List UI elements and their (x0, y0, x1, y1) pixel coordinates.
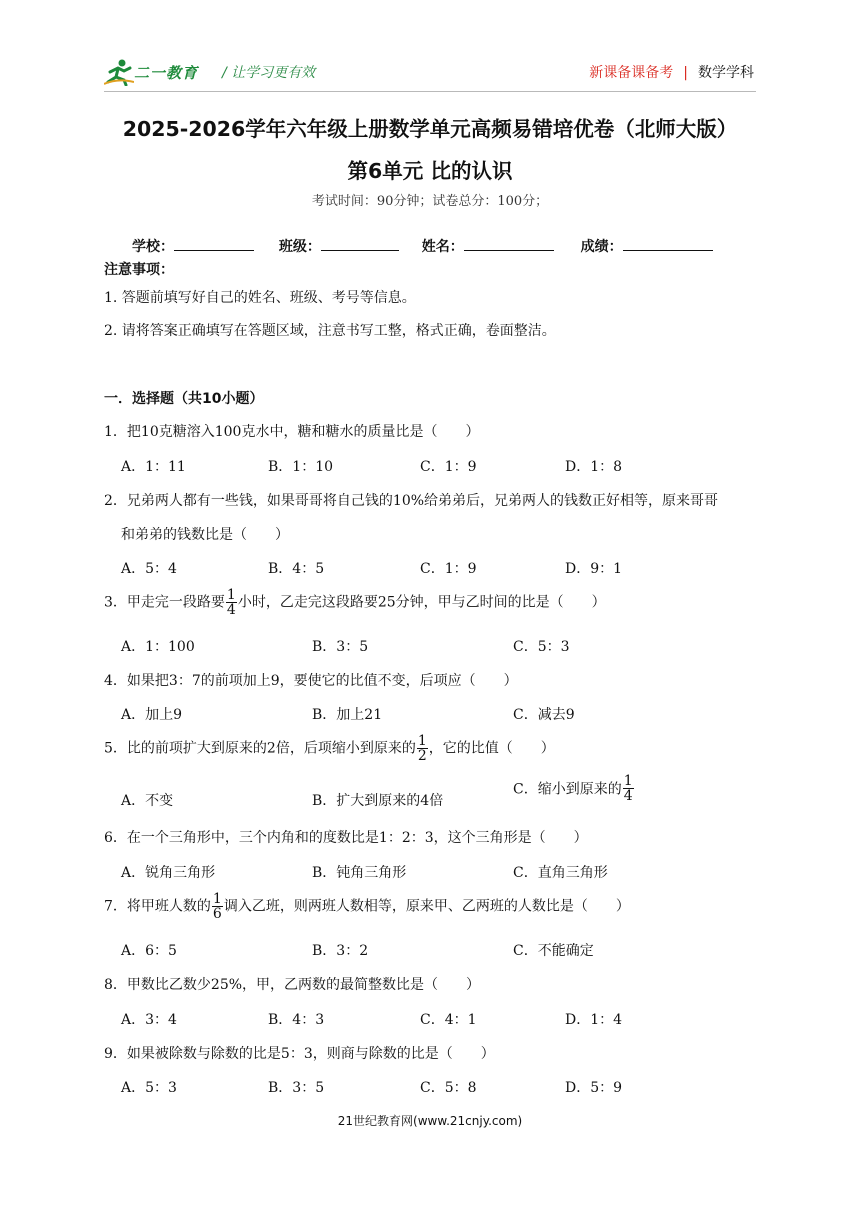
fraction (226, 588, 237, 617)
option-b[interactable]: B．钝角三角形 (312, 865, 407, 881)
fraction-denominator: 2 (417, 748, 427, 764)
slogan: / 让学习更有效 (222, 65, 316, 81)
option-c[interactable]: C．4：1 (420, 1012, 477, 1028)
question-stem: 1．把10克糖溶入100克水中，糖和糖水的质量比是（ ） (104, 424, 480, 440)
question-stem: 6．在一个三角形中，三个内角和的度数比是1：2：3，这个三角形是（ ） (104, 830, 588, 846)
question-stem: 4．如果把3：7的前项加上9，要使它的比值不变，后项应（ ） (104, 673, 518, 689)
option-c[interactable]: C．不能确定 (513, 943, 594, 959)
question-stem (104, 892, 630, 921)
option-b[interactable]: B．加上21 (312, 707, 383, 723)
footer: 21世纪教育网(www.21cnjy.com) (337, 1114, 523, 1128)
option-a[interactable]: A．6：5 (121, 943, 177, 959)
class-field[interactable] (321, 238, 399, 251)
option-a[interactable]: A．3：4 (121, 1012, 177, 1028)
name-label: 姓名： (421, 239, 464, 255)
option-c[interactable]: C．直角三角形 (513, 865, 608, 881)
question-stem: 9．如果被除数与除数的比是5：3，则商与除数的比是（ ） (104, 1046, 495, 1062)
notice-heading: 注意事项： (104, 262, 174, 278)
stem-text: 3．甲走完一段路要 (104, 594, 225, 611)
option-b[interactable]: B．4：5 (268, 561, 325, 577)
exam-info: 考试时间：90分钟；试卷总分：100分； (311, 194, 549, 209)
option-a[interactable]: A．锐角三角形 (121, 865, 216, 881)
fraction (212, 892, 223, 921)
stem-text: 7．将甲班人数的 (104, 898, 211, 915)
fraction-denominator: 6 (212, 906, 222, 922)
header-right (589, 62, 754, 82)
page-title: 2025-2026学年六年级上册数学单元高频易错培优卷（北师大版） (122, 117, 738, 141)
stem-text: 小时，乙走完这段路要25分钟，甲与乙时间的比是（ ） (237, 594, 606, 611)
fraction (417, 734, 428, 763)
fraction-numerator: 1 (226, 587, 236, 603)
question-stem (104, 588, 606, 617)
option-c[interactable]: C．5：3 (513, 639, 570, 655)
option-a[interactable]: A．5：4 (121, 561, 177, 577)
option-b[interactable]: B．3：2 (312, 943, 369, 959)
score-field[interactable] (623, 238, 713, 251)
section-heading: 一．选择题（共10小题） (104, 391, 264, 407)
logo-text: 二一教育 (134, 64, 199, 82)
notice-item: 2. 请将答案正确填写在答题区域，注意书写工整，格式正确，卷面整洁。 (104, 323, 556, 339)
stem-text: 5．比的前项扩大到原来的2倍，后项缩小到原来的 (104, 740, 416, 757)
question-stem: 2．兄弟两人都有一些钱，如果哥哥将自己钱的10%给弟弟后，兄弟两人的钱数正好相等，原来哥哥 (104, 493, 719, 509)
fraction (623, 774, 634, 803)
student-info-row (132, 236, 713, 256)
option-d[interactable]: D．5：9 (565, 1080, 623, 1096)
option-a[interactable]: A．1：11 (121, 459, 186, 475)
logo (104, 58, 214, 88)
option-d[interactable]: D．1：8 (565, 459, 623, 475)
option-c[interactable]: C．1：9 (420, 459, 477, 475)
school-field[interactable] (174, 238, 254, 251)
header-course-label: 新课备课备考 (589, 65, 674, 81)
question-stem-cont: 和弟弟的钱数比是（ ） (121, 527, 289, 543)
school-label: 学校： (132, 239, 174, 255)
question-stem (104, 734, 555, 763)
name-field[interactable] (464, 238, 554, 251)
option-a[interactable]: A．加上9 (121, 707, 183, 723)
question-stem: 8．甲数比乙数少25%，甲，乙两数的最简整数比是（ ） (104, 977, 481, 993)
option-a[interactable]: A．不变 (121, 793, 174, 809)
option-c-text: C．缩小到原来的 (513, 781, 622, 798)
header-separator: | (683, 65, 688, 81)
fraction-numerator: 1 (623, 773, 633, 789)
option-d[interactable]: D．9：1 (565, 561, 623, 577)
option-b[interactable]: B．3：5 (268, 1080, 325, 1096)
stem-text: 调入乙班，则两班人数相等，原来甲、乙两班的人数比是（ ） (223, 898, 630, 915)
fraction-numerator: 1 (417, 733, 427, 749)
notice-item: 1. 答题前填写好自己的姓名、班级、考号等信息。 (104, 290, 416, 306)
option-c[interactable]: C．5：8 (420, 1080, 477, 1096)
option-c[interactable]: C．1：9 (420, 561, 477, 577)
option-b[interactable]: B．4：3 (268, 1012, 325, 1028)
class-label: 班级： (278, 239, 321, 255)
fraction-denominator: 4 (226, 602, 236, 618)
option-b[interactable]: B．扩大到原来的4倍 (312, 793, 444, 809)
unit-title: 第6单元 比的认识 (347, 159, 513, 183)
score-label: 成绩： (580, 239, 623, 255)
stem-text: ，它的比值（ ） (428, 740, 555, 757)
option-a[interactable]: A．5：3 (121, 1080, 177, 1096)
fraction-numerator: 1 (212, 891, 222, 907)
runner-icon (104, 58, 134, 86)
option-b[interactable]: B．3：5 (312, 639, 369, 655)
fraction-denominator: 4 (623, 788, 633, 804)
option-c[interactable] (513, 774, 635, 803)
option-d[interactable]: D．1：4 (565, 1012, 623, 1028)
option-a[interactable]: A．1：100 (121, 639, 195, 655)
option-b[interactable]: B．1：10 (268, 459, 334, 475)
header-subject-label: 数学学科 (698, 65, 754, 81)
header-divider (104, 91, 756, 92)
option-c[interactable]: C．减去9 (513, 707, 575, 723)
